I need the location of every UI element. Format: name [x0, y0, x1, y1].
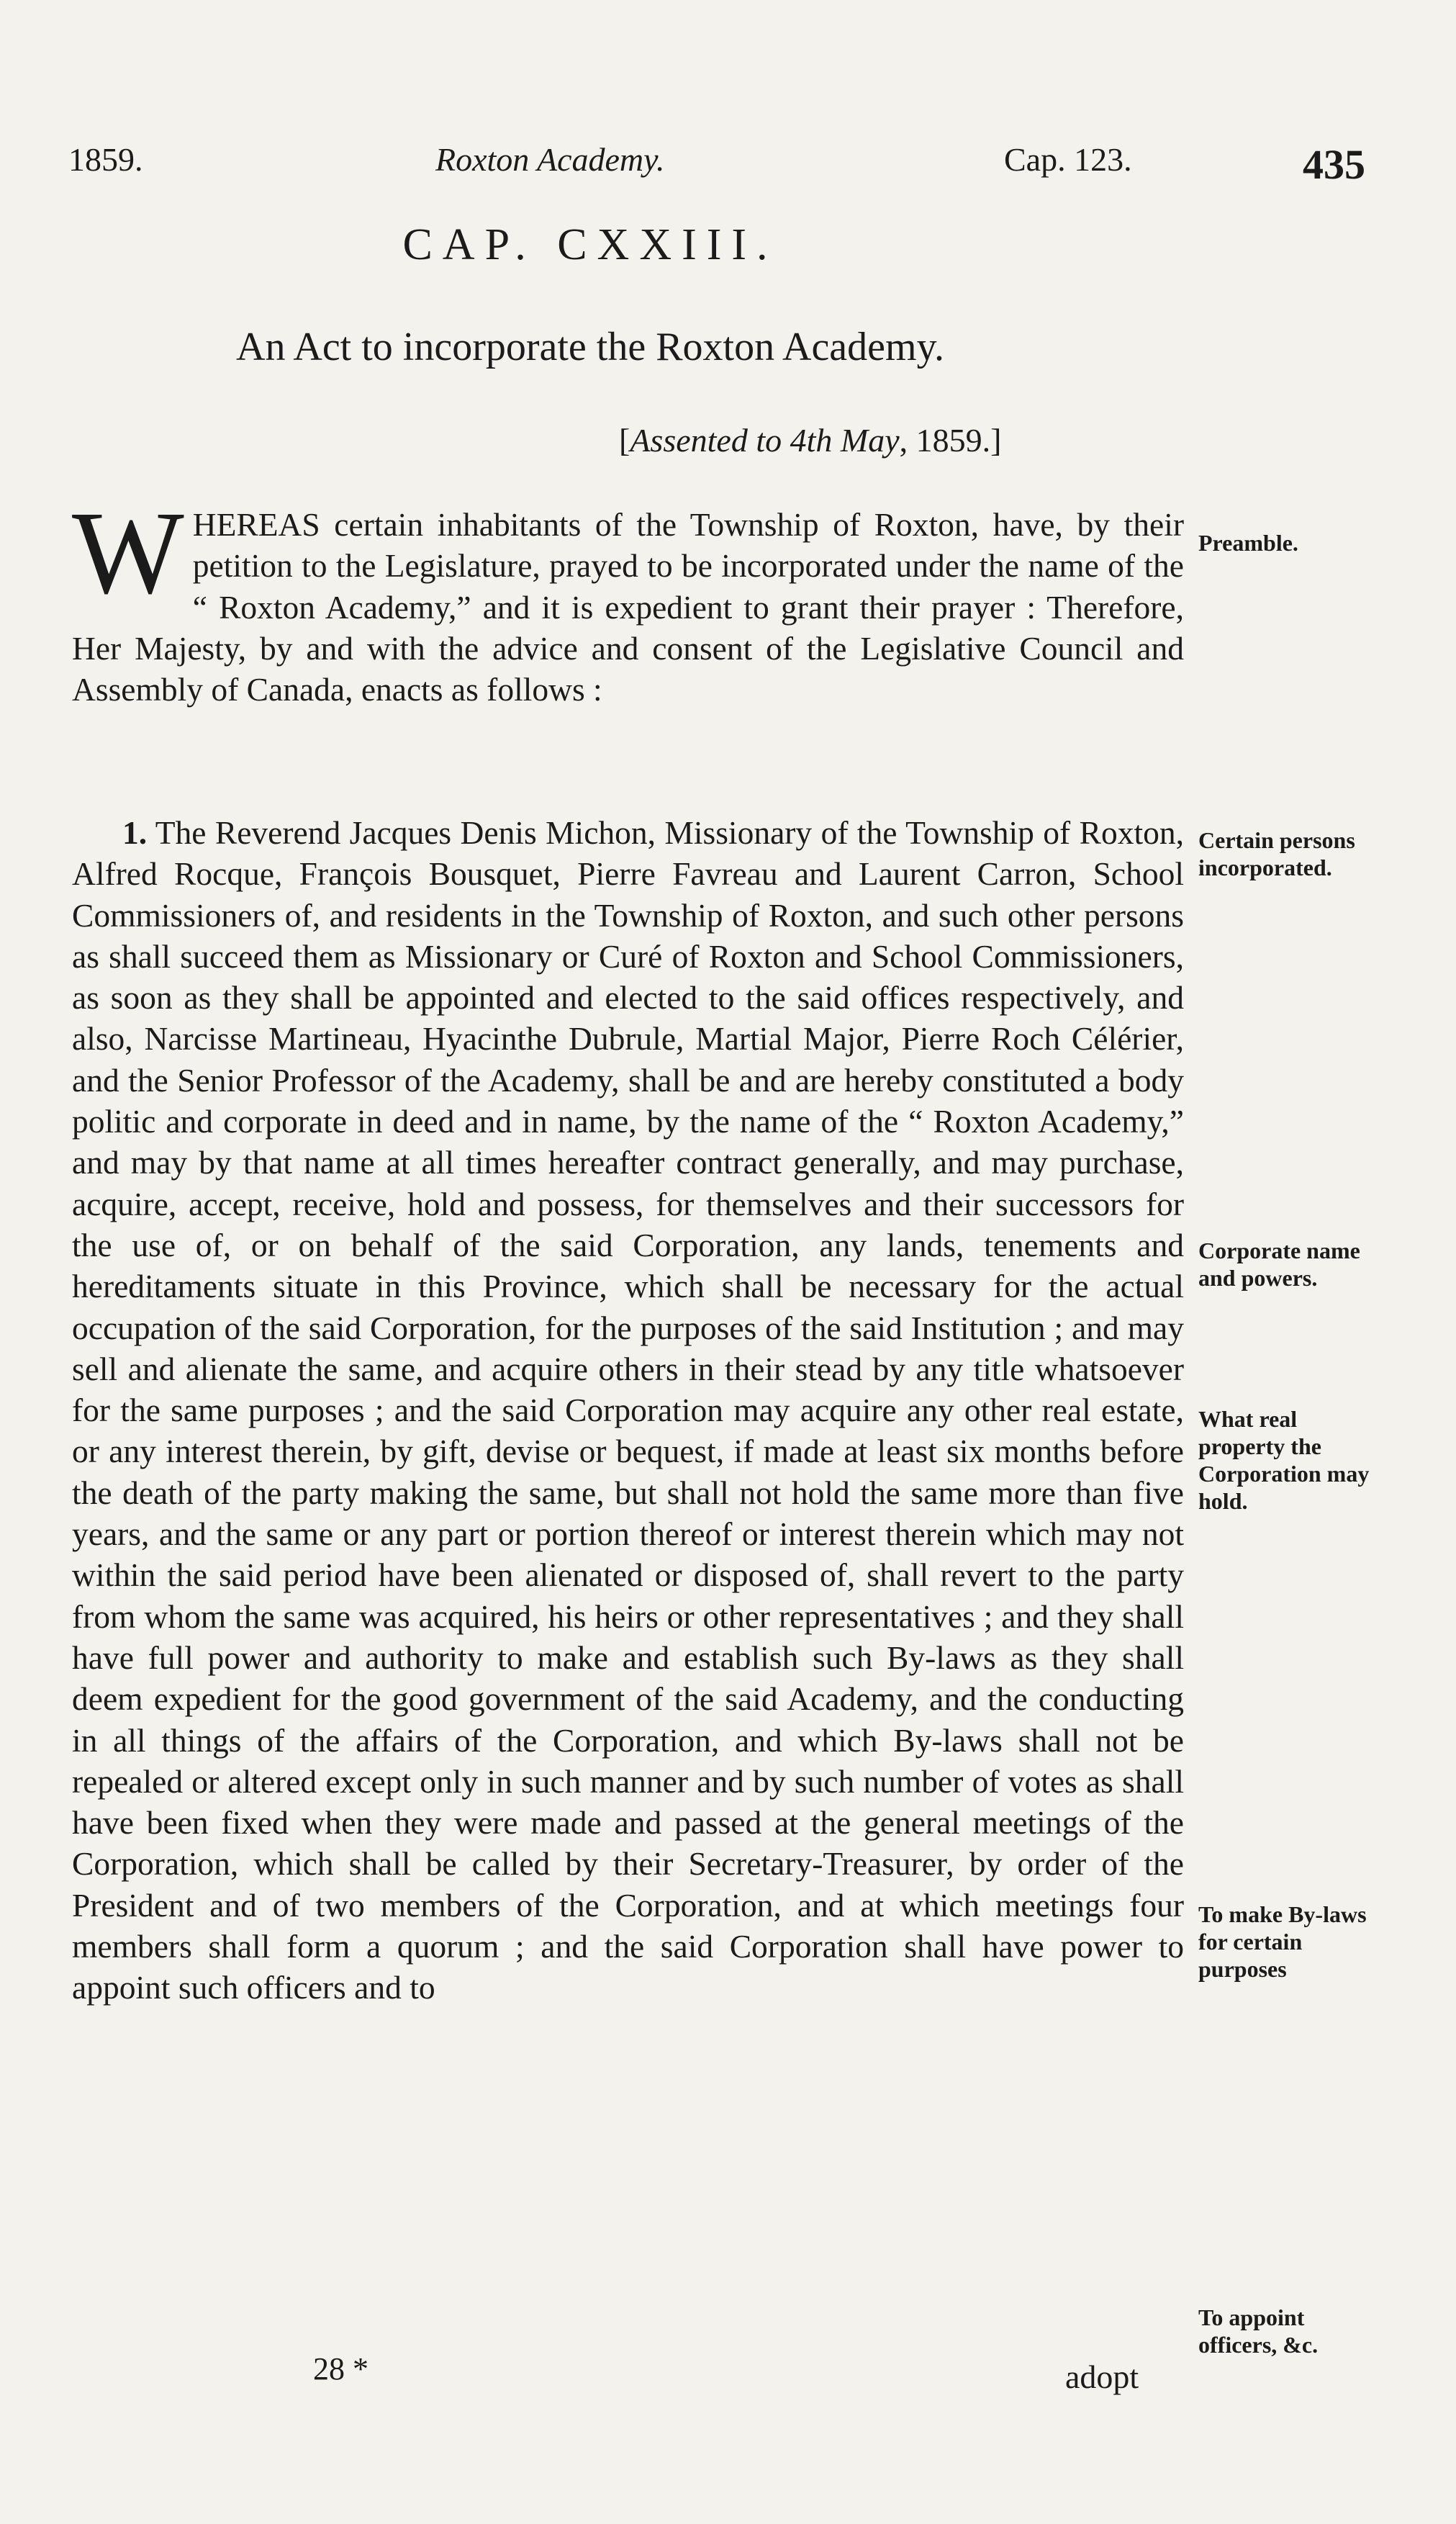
drop-cap: W: [72, 487, 184, 618]
chapter-heading: CAP. CXXIII.: [402, 220, 778, 269]
assent-italic: Assented to 4th May: [630, 422, 900, 459]
section-1-paragraph: [72, 812, 1184, 2009]
margin-note-bylaws: To make By-laws for certain purposes: [1198, 1901, 1367, 1982]
section-1-text: The Reverend Jacques Denis Michon, Missionary of the Township of Roxton, Alfred Rocque, François Bousquet, Pierre Favreau and Laurent Carron, School Commissioners of, and residents in the Township of Roxton, and such other persons as shall succeed them as Missionary or Curé of Roxton and School Commissioners, as soon as they shall be appointed and elected to the said offices respectively, and also, Narcisse Martineau, Hyacinthe Dubrule, Martial Major, Pierre Roch Célérier, and the Senior Professor of the Academy, shall be and are hereby constituted a body politic and corporate in deed and in name, by the name of the “ Roxton Academy,” and may by that name at all times hereafter contract generally, and may purchase, acquire, accept, receive, hold and possess, for themselves and their successors for the use of, or on behalf of the said Corporation, any lands, tenements and hereditaments situate in this Province, which shall be necessary for the actual occupation of the said Corporation, for the purposes of the said Institution ; and may sell and alienate the same, and acquire others in their stead by any title whatsoever for the same purposes ; and the said Corporation may acquire any other real estate, or any interest therein, by gift, devise or bequest, if made at least six months before the death of the party making the same, but shall not hold the same more than five years, and the same or any part or portion thereof or interest therein which may not within the said period have been alienated or disposed of, shall revert to the party from whom the same was acquired, his heirs or other representatives ; and they shall have full power and authority to make and establish such By-laws as they shall deem expedient for the good government of the said Academy, and the conducting in all things of the affairs of the Corporation, and which By-laws shall not be repealed or altered except only in such manner and by such number of votes as shall have been fixed when they were made and passed at the general meetings of the Corporation, which shall be called by their Secretary-Treasurer, by order of the President and of two members of the Corporation, and at which meetings four members shall form a quorum ; and the said Corporation shall have power to appoint such officers and to: [72, 814, 1184, 2006]
section-number: 1.: [122, 814, 148, 851]
assent-line: [619, 421, 1001, 459]
header-running-title: Roxton Academy.: [435, 141, 665, 178]
act-title: An Act to incorporate the Roxton Academy.: [236, 325, 944, 369]
assent-open-bracket: [: [619, 422, 630, 459]
preamble-paragraph: [72, 487, 1184, 710]
assent-year: , 1859.]: [899, 422, 1002, 459]
margin-note-preamble: Preamble.: [1198, 530, 1298, 556]
margin-note-corporate-name: Corporate name and powers.: [1198, 1238, 1360, 1291]
running-header: [68, 140, 1378, 198]
margin-note-officers: To appoint officers, &c.: [1198, 2304, 1319, 2358]
margin-note-real-property: What real property the Corporation may hold.: [1198, 1406, 1370, 1514]
catchword: adopt: [1065, 2358, 1139, 2395]
signature-mark: 28 *: [313, 2351, 368, 2386]
margin-note-incorporated: Certain persons incorporated.: [1198, 827, 1355, 880]
header-year: 1859.: [68, 141, 143, 178]
page-number: 435: [1303, 141, 1365, 188]
preamble-text: HEREAS certain inhabitants of the Township of Roxton, have, by their petition to the Legislature, prayed to be incorporated under the name of the “ Roxton Academy,” and it is expedient to grant their prayer : Therefore, Her Majesty, by and with the advice and consent of the Legislative Council and Assembly of Canada, enacts as follows :: [72, 506, 1184, 708]
header-chapter-ref: Cap. 123.: [1004, 141, 1132, 178]
